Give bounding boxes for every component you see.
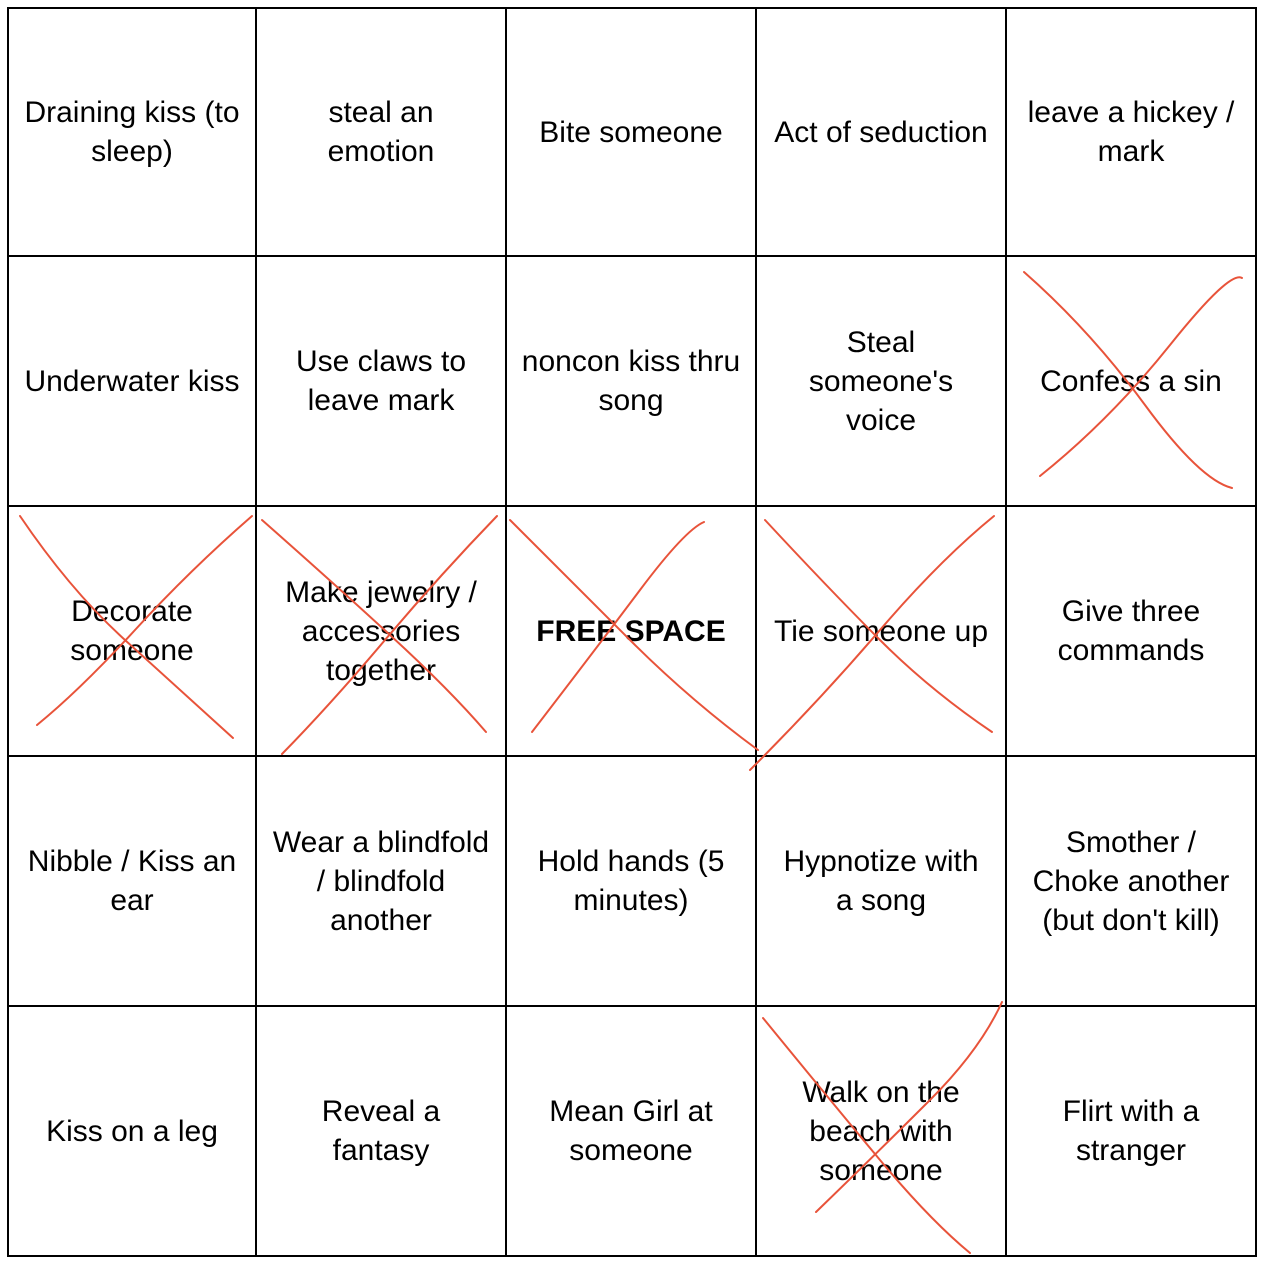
bingo-cell-label: FREE SPACE: [536, 614, 726, 648]
bingo-cell-label: steal an emotion: [327, 96, 435, 168]
bingo-cell-label: leave a hickey / mark: [1027, 96, 1235, 168]
bingo-cell-label: Nibble / Kiss an ear: [27, 845, 237, 917]
bingo-cell-label: Confess a sin: [1040, 364, 1222, 398]
bingo-cell-label: Use claws to leave mark: [295, 345, 467, 417]
bingo-cell[interactable]: [1007, 257, 1257, 507]
bingo-cell[interactable]: [757, 1007, 1007, 1257]
bingo-cell[interactable]: [1007, 1007, 1257, 1257]
bingo-cell-label: Smother / Choke another (but don't kill): [1032, 825, 1230, 937]
bingo-cell[interactable]: [757, 757, 1007, 1007]
bingo-cell[interactable]: [7, 1007, 257, 1257]
bingo-cell[interactable]: [1007, 507, 1257, 757]
bingo-cell-label: Underwater kiss: [24, 364, 240, 398]
bingo-cell-label: Make jewelry / accessories together: [285, 575, 477, 687]
bingo-cell-label: Draining kiss (to sleep): [24, 96, 240, 168]
bingo-cell[interactable]: [507, 757, 757, 1007]
bingo-cell[interactable]: [1007, 7, 1257, 257]
bingo-cell[interactable]: [507, 7, 757, 257]
free-space-cell[interactable]: [507, 507, 757, 757]
bingo-cell-label: Wear a blindfold / blindfold another: [272, 825, 490, 937]
bingo-cell[interactable]: [757, 257, 1007, 507]
bingo-cell-label: Kiss on a leg: [46, 1114, 218, 1148]
bingo-cell[interactable]: [7, 257, 257, 507]
bingo-cell-label: Flirt with a stranger: [1062, 1095, 1200, 1167]
bingo-cell-label: Give three commands: [1057, 595, 1205, 667]
bingo-cell-label: Act of seduction: [774, 115, 988, 149]
bingo-cell[interactable]: [257, 507, 507, 757]
bingo-cell[interactable]: [7, 507, 257, 757]
bingo-cell-label: Decorate someone: [70, 595, 194, 667]
bingo-cell-label: Hold hands (5 minutes): [537, 845, 725, 917]
bingo-board: [7, 7, 1257, 1257]
bingo-cell-label: Walk on the beach with someone: [802, 1075, 960, 1187]
bingo-cell[interactable]: [257, 7, 507, 257]
bingo-cell[interactable]: [257, 1007, 507, 1257]
bingo-cell-label: Bite someone: [539, 115, 723, 149]
bingo-cell[interactable]: [507, 257, 757, 507]
bingo-cell[interactable]: [757, 507, 1007, 757]
bingo-cell[interactable]: [1007, 757, 1257, 1007]
bingo-cell[interactable]: [257, 757, 507, 1007]
bingo-cell-label: noncon kiss thru song: [521, 345, 741, 417]
bingo-cell-label: Mean Girl at someone: [549, 1095, 713, 1167]
bingo-cell[interactable]: [7, 7, 257, 257]
bingo-cell-label: Reveal a fantasy: [321, 1095, 441, 1167]
bingo-cell-label: Tie someone up: [773, 614, 988, 648]
bingo-cell-label: Hypnotize with a song: [783, 845, 979, 917]
bingo-cell[interactable]: [257, 257, 507, 507]
bingo-cell-label: Steal someone's voice: [808, 325, 954, 437]
bingo-cell[interactable]: [7, 757, 257, 1007]
bingo-cell[interactable]: [507, 1007, 757, 1257]
bingo-cell[interactable]: [757, 7, 1007, 257]
